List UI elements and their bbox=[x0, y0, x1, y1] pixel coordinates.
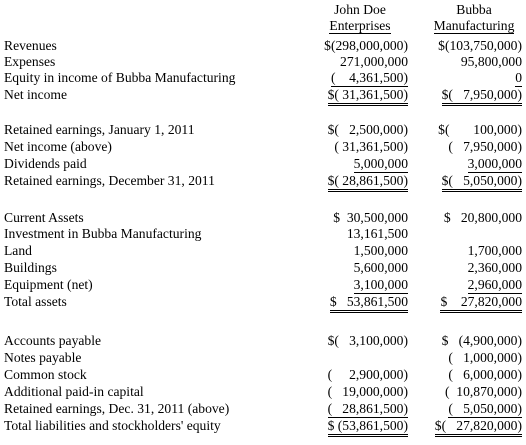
row-value-v1 bbox=[312, 333, 408, 349]
row-label: Retained earnings, January 1, 2011 bbox=[4, 122, 195, 137]
amount: $(298,000,000) bbox=[324, 38, 408, 53]
amount: ( 31,361,500) bbox=[334, 139, 408, 154]
amount: ( 2,900,000) bbox=[327, 367, 408, 382]
row-label: Buildings bbox=[4, 260, 57, 275]
amount: 13,161,500 bbox=[346, 226, 408, 241]
row-value-v1 bbox=[312, 367, 408, 383]
amount: $( 100,000) bbox=[438, 122, 522, 137]
row-label: Revenues bbox=[4, 38, 57, 53]
row-value-v1 bbox=[312, 173, 408, 192]
row-label: Expenses bbox=[4, 54, 56, 69]
row-value-v1 bbox=[312, 384, 408, 400]
row-value-v2 bbox=[426, 367, 522, 383]
row-label: Land bbox=[4, 243, 32, 258]
row-value-v2 bbox=[426, 70, 522, 87]
row-value-v2 bbox=[426, 156, 522, 173]
amount: $( 28,861,500) bbox=[328, 173, 408, 192]
amount: 3,100,000 bbox=[353, 277, 408, 292]
row-label: Equity in income of Bubba Manufacturing bbox=[4, 70, 236, 85]
amount: $ 53,861,500 bbox=[330, 294, 408, 313]
row-value-v1 bbox=[312, 418, 408, 437]
amount: $( 27,820,000) bbox=[435, 418, 522, 437]
row-value-v1 bbox=[312, 243, 408, 259]
amount: 95,800,000 bbox=[460, 54, 522, 69]
amount: ( 1,000,000) bbox=[448, 350, 522, 365]
row-value-v1 bbox=[312, 87, 408, 106]
row-label: Equipment (net) bbox=[4, 277, 93, 292]
row-value-v1 bbox=[312, 139, 408, 155]
row-label: Investment in Bubba Manufacturing bbox=[4, 226, 202, 241]
row-value-v1 bbox=[312, 294, 408, 313]
row-label: Additional paid-in capital bbox=[4, 384, 144, 399]
amount: $ (53,861,500) bbox=[328, 418, 408, 437]
amount: $(103,750,000) bbox=[438, 38, 522, 53]
row-value-v2 bbox=[426, 294, 522, 313]
row-value-v2 bbox=[426, 210, 522, 226]
amount: $( 3,100,000) bbox=[327, 333, 408, 348]
row-label: Retained earnings, December 31, 2011 bbox=[4, 173, 215, 188]
row-value-v2 bbox=[426, 226, 522, 242]
header-col1-name: Enterprises bbox=[329, 18, 391, 33]
row-label: Total liabilities and stockholders' equity bbox=[4, 418, 221, 433]
row-label: Net income bbox=[4, 87, 68, 102]
row-value-v2 bbox=[426, 350, 522, 366]
row-value-v2 bbox=[426, 139, 522, 155]
row-value-v2 bbox=[426, 54, 522, 70]
row-label: Current Assets bbox=[4, 210, 84, 225]
amount: ( 19,000,000) bbox=[327, 384, 408, 399]
row-value-v1 bbox=[312, 350, 408, 366]
amount: ( 4,361,500) bbox=[330, 70, 408, 85]
amount: $( 5,050,000) bbox=[442, 173, 522, 192]
row-value-v2 bbox=[426, 87, 522, 106]
row-value-v2 bbox=[426, 401, 522, 418]
amount: ( 6,000,000) bbox=[448, 367, 522, 382]
amount: ( 5,050,000) bbox=[448, 401, 522, 416]
header-col2-name: Manufacturing bbox=[433, 18, 515, 33]
amount: 1,700,000 bbox=[467, 243, 522, 258]
amount: $ 20,800,000 bbox=[443, 210, 522, 225]
row-label: Total assets bbox=[4, 294, 67, 309]
row-value-v1 bbox=[312, 122, 408, 138]
row-label: Accounts payable bbox=[4, 333, 102, 348]
amount: 3,000,000 bbox=[467, 156, 522, 171]
amount: 5,000,000 bbox=[353, 156, 408, 171]
amount: $ 30,500,000 bbox=[333, 210, 408, 225]
row-label: Net income (above) bbox=[4, 139, 112, 154]
row-value-v1 bbox=[312, 226, 408, 242]
row-value-v1 bbox=[312, 401, 408, 418]
amount: $ 27,820,000 bbox=[440, 294, 522, 313]
header-col2-line2 bbox=[426, 18, 522, 34]
amount: 5,600,000 bbox=[353, 260, 408, 275]
row-value-v1 bbox=[312, 54, 408, 70]
row-value-v2 bbox=[426, 277, 522, 294]
amount: 2,960,000 bbox=[467, 277, 522, 292]
row-value-v2 bbox=[426, 243, 522, 259]
amount: 0 bbox=[515, 70, 522, 85]
row-value-v2 bbox=[426, 122, 522, 138]
row-value-v2 bbox=[426, 384, 522, 400]
amount: ( 10,870,000) bbox=[444, 384, 522, 399]
amount: $( 31,361,500) bbox=[328, 87, 408, 106]
amount: ( 7,950,000) bbox=[448, 139, 522, 154]
row-value-v2 bbox=[426, 38, 522, 54]
row-value-v1 bbox=[312, 260, 408, 276]
row-value-v2 bbox=[426, 173, 522, 192]
row-value-v1 bbox=[312, 70, 408, 87]
header-col2-line1: Bubba bbox=[456, 2, 492, 17]
row-value-v1 bbox=[312, 277, 408, 294]
row-value-v2 bbox=[426, 333, 522, 349]
amount: 2,360,000 bbox=[467, 260, 522, 275]
row-value-v1 bbox=[312, 156, 408, 173]
amount: 1,500,000 bbox=[353, 243, 408, 258]
amount: $( 2,500,000) bbox=[327, 122, 408, 137]
row-value-v2 bbox=[426, 418, 522, 437]
amount: $( 7,950,000) bbox=[442, 87, 522, 106]
row-value-v1 bbox=[312, 38, 408, 54]
amount: 271,000,000 bbox=[340, 54, 408, 69]
row-value-v2 bbox=[426, 260, 522, 276]
header-col1-line1: John Doe bbox=[334, 2, 386, 17]
amount: $ (4,900,000) bbox=[441, 333, 522, 348]
row-label: Retained earnings, Dec. 31, 2011 (above) bbox=[4, 401, 230, 416]
row-label: Dividends paid bbox=[4, 156, 87, 171]
row-label: Notes payable bbox=[4, 350, 82, 365]
row-label: Common stock bbox=[4, 367, 87, 382]
amount: ( 28,861,500) bbox=[327, 401, 408, 416]
header-col1-line2 bbox=[312, 18, 408, 34]
row-value-v1 bbox=[312, 210, 408, 226]
